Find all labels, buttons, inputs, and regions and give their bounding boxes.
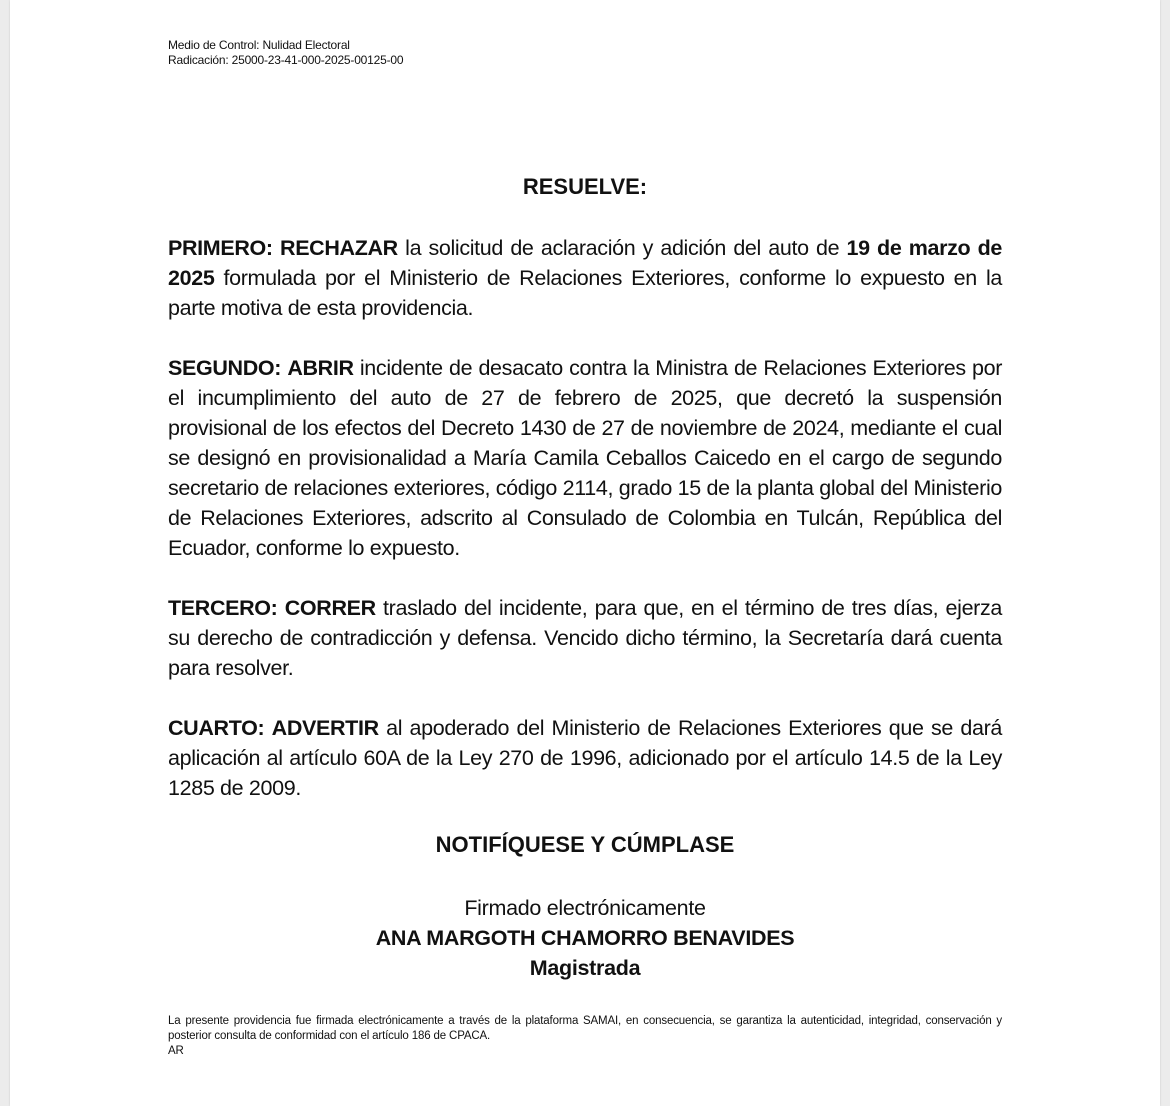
footer-note: La presente providencia fue firmada electrónicamente a través de la plataforma SAMAI, en consecuencia, se garantiza la autenticidad, integridad, conservación y posterior consulta de conformidad con el artículo 186 de CPACA.: [168, 1015, 1002, 1042]
paragraph-cuarto: [168, 713, 1002, 803]
segundo-text: incidente de desacato contra la Ministra de Relaciones Exteriores por el incumplimiento del auto de 27 de febrero de 2025, que decretó la suspensión provisional de los efectos del Decreto 1430 de 27 de noviembre de 2024, mediante el cual se designó en provisionalidad a María Camila Ceballos Caicedo en el cargo de segundo secretario de relaciones exteriores, código 2114, grado 15 de la planta global del Ministerio de Relaciones Exteriores, adscrito al Consulado de Colombia en Tulcán, República del Ecuador, conforme lo expuesto.: [168, 356, 1003, 560]
cuarto-label: CUARTO:: [168, 716, 265, 740]
primero-date: 19 de marzo de 2025: [168, 236, 1003, 290]
footer-initials: AR: [168, 1045, 184, 1057]
tercero-verb: CORRER: [284, 596, 376, 620]
resuelve-heading: RESUELVE:: [522, 174, 648, 199]
signature-block: [168, 893, 1002, 983]
cuarto-text: al apoderado del Ministerio de Relaciones Exteriores que se dará aplicación al artículo 60A de la Ley 270 de 1996, adicionado por el artículo 14.5 de la Ley 1285 de 2009.: [168, 716, 1002, 800]
segundo-verb: ABRIR: [287, 356, 354, 380]
signer-name: ANA MARGOTH CHAMORRO BENAVIDES: [375, 926, 795, 950]
paragraph-tercero: [168, 593, 1002, 683]
paragraph-primero: [168, 233, 1002, 323]
document-header: [168, 38, 403, 68]
medio-de-control: Medio de Control: Nulidad Electoral: [168, 38, 350, 52]
notificacion-heading: NOTIFÍQUESE Y CÚMPLASE: [435, 832, 735, 857]
signed-electronically: Firmado electrónicamente: [464, 896, 706, 920]
document-page: [10, 0, 1160, 1106]
primero-text-2: formulada por el Ministerio de Relaciones Exteriores, conforme lo expuesto en la parte motiva de esta providencia.: [168, 266, 1002, 320]
primero-label: PRIMERO:: [168, 236, 273, 260]
cuarto-verb: ADVERTIR: [271, 716, 379, 740]
paragraph-segundo: [168, 353, 1002, 563]
tercero-label: TERCERO:: [168, 596, 278, 620]
tercero-text: traslado del incidente, para que, en el término de tres días, ejerza su derecho de contradicción y defensa. Vencido dicho término, la Secretaría dará cuenta para resolver.: [168, 596, 1002, 680]
primero-verb: RECHAZAR: [280, 236, 398, 260]
segundo-label: SEGUNDO:: [168, 356, 282, 380]
primero-text-1: la solicitud de aclaración y adición del auto de: [397, 236, 847, 260]
signer-role: Magistrada: [529, 956, 641, 980]
document-footer: [168, 1014, 1002, 1059]
radicacion: Radicación: 25000-23-41-000-2025-00125-00: [168, 53, 404, 67]
